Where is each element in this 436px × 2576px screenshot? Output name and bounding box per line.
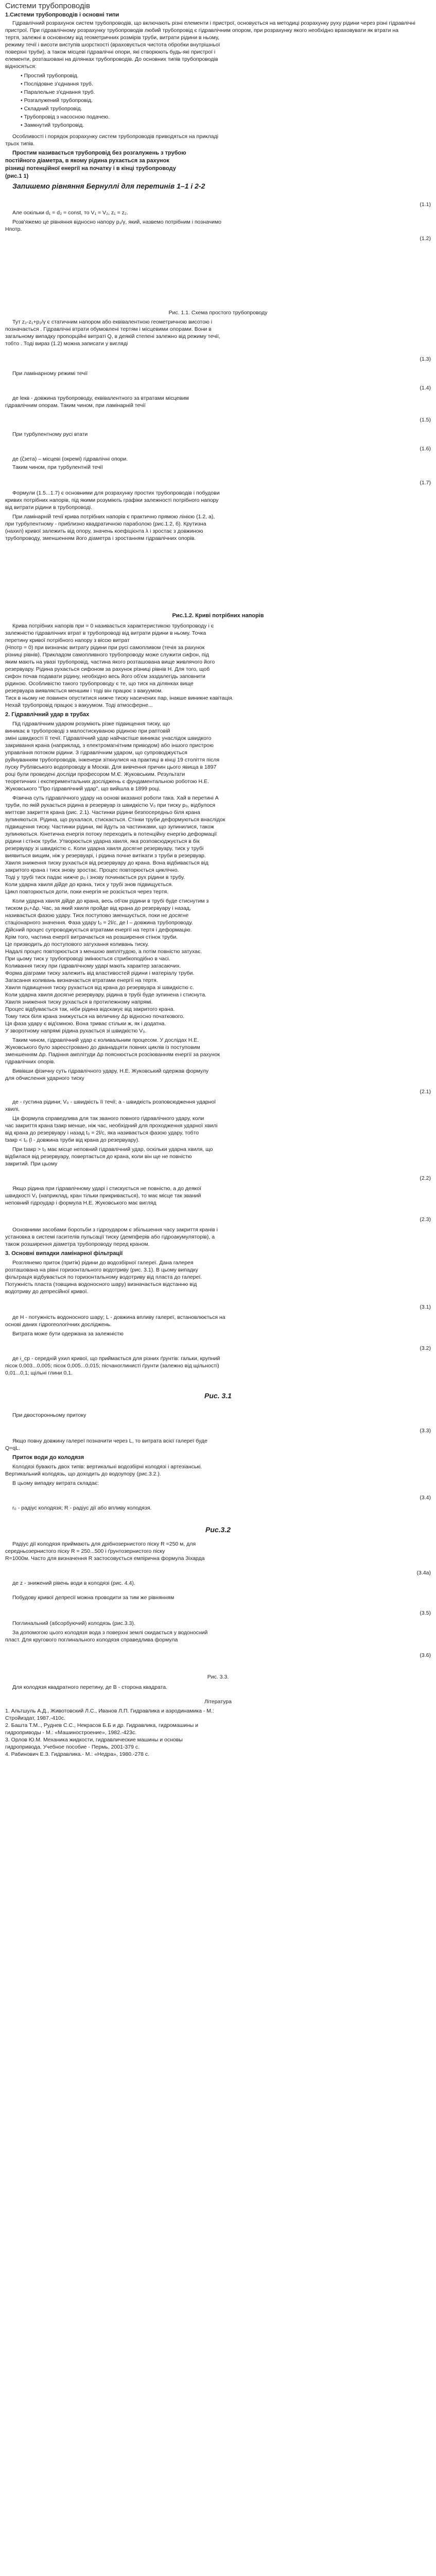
text-line: (рис.1 1) [5, 173, 29, 179]
text-line: (3.6) [420, 1652, 431, 1658]
text-line: Коли ударна хвиля дійде до крана, весь об'єм рідини в трубі буде стиснутим з [12, 898, 209, 904]
text-line: стаціонарного значення. Фаза удару t₀ = 2l/c, де l – довжина трубопроводу. [5, 920, 193, 926]
text-line: (1.3) [420, 356, 431, 362]
text-line: Стройиздат, 1987.-410с. [5, 1715, 66, 1721]
text-line: пуску Рублівського водопроводу в Москві. Для вивчення причин цього явища в 1897 [5, 764, 217, 770]
text-line: У зворотному напрямі рідина рухається зі швидкістю V₀. [5, 1028, 147, 1034]
text-line: залежністю гідравлічних втрат в трубопроводі від витрати рідини в ньому. Точка [5, 630, 206, 636]
text-line: де (ζзета) – місцеві (окремі) гідравлічні опори. [12, 456, 128, 462]
text-line: Форма діаграми тиску залежить від властивостей рідини і матеріалу труби. [5, 970, 195, 976]
text-line: середньозернистого піску R = 250...500 і ґрунтозернистого піску [5, 1548, 165, 1554]
text-line: закритого крана і тиск знову зростає. Процес повторюється циклічно. [5, 867, 179, 873]
text-line: Крім того, частина енергії витрачається на розширення стінок труби. [5, 934, 178, 940]
text-line: Якщо рідина при гідравлічному ударі і стискується не повністю, а до деякої [12, 1185, 202, 1192]
text-line: перетину кривої потрібного напору з віссю витрат [5, 637, 130, 643]
text-line: від витрати рідини в трубопроводі. [5, 504, 93, 511]
text-line: Основними засобами боротьби з гідроударом є збільшення часу закриття кранів і [12, 1227, 218, 1233]
text-line: різниці потенційної енергії на початку і в кінці трубопроводу [5, 165, 176, 172]
text-line: Ця формула справедлива для так званого повного гідравлічного удару, коли [12, 1115, 204, 1122]
text-line: основі даних гідрогеологічних досліджень. [5, 1321, 112, 1328]
text-line: Q=qL. [5, 1445, 20, 1451]
text-line: Рис.3.2 [205, 1526, 231, 1534]
text-line: 1. Альтшуль А.Д., Животовский Л.С., Иванов Л.П. Гидравлика и аэродинамика - М.: [5, 1708, 214, 1714]
text-line: Рис. 3.1 [204, 1392, 232, 1400]
text-line: час закриття крана tзакр менше, ніж час, необхідний для проходження ударної хвилі [5, 1123, 218, 1129]
text-line: також розширення діаметра трубопроводу перед краном. [5, 1241, 150, 1247]
text-line: закритий. При цьому [5, 1161, 58, 1167]
text-line: Жуковського "Про гідравлічний удар", що вийшла в 1899 році. [5, 786, 161, 792]
text-line: При ламінарній течії крива потрібних напорів є практично прямою лінією (1.2, а), [12, 514, 215, 520]
text-line: установка в системі гасителів пульсації тиску (демпферів або гідроакумуляторів), а [5, 1234, 215, 1240]
text-line: • Розгалужений трубопровід. [21, 97, 93, 104]
text-line: називається фазою удару. Тиск поступово зменшується, поки не досягне [5, 912, 189, 919]
text-line: елементи, розташовані на ділянках трубопроводів. До основних типів трубопроводів [5, 56, 218, 62]
text-line: (3.2) [420, 1345, 431, 1351]
text-line: Потужність пласта (товщина водоносного шару) визначається відстанню від [5, 1281, 197, 1287]
text-line: неповний гідроудар і формула Н.Е. Жуковського має вигляд [5, 1200, 156, 1206]
text-line: пласт. Для кругового поглинального колодязя справедлива формула [5, 1637, 178, 1643]
text-line: Тому тиск біля крана знижується на величину Δp відносно початкового. [5, 1013, 185, 1020]
text-line: tзакр < t₀ (l - довжина труби від крана до резервуару). [5, 1137, 140, 1143]
text-line: Цикл повторюється доти, поки енергія не розсіється через тертя. [5, 889, 169, 895]
text-line: водотриву до депресійної кривої. [5, 1289, 89, 1295]
text-line: пристрої. При гідравлічному розрахунку трубопроводів любий трубопровід є гідравлічним опором, при розрахунку якого необхідно враховувати як втрати на [5, 27, 399, 33]
text-line: Вивівши фізичну суть гідравлічного удару, Н.Е. Жуковський одержав формулу [12, 1068, 209, 1074]
text-line: (Hпотр = 0) при визначає витрату рідини при русі самопливом (течія за рахунок [5, 645, 205, 651]
text-line: Для колодязя квадратного перетину, де B - сторона квадрата. [12, 1684, 168, 1690]
text-line: рідини і стінок труби. Утворюється ударна хвиля, яка розповсюджується в бік [5, 838, 200, 844]
text-line: підвищення тиску. Частинки рідини, які йдуть за частинками, що зупинилися, також [5, 824, 214, 830]
text-line: Процес відбувається так, ніби рідина відскакує від закритого крана. [5, 1006, 175, 1012]
text-line: 2. Гідравлічний удар в трубах [5, 711, 90, 718]
text-line: управління потоком рідини. З гідравлічним ударом, що супроводжується [5, 750, 187, 756]
text-line: гидроприводы - М.: «Машиностроение», 1982.-423с. [5, 1730, 137, 1736]
text-line: R=1000м. Часто для визначення R застосовується емпірична формула Зіхарда [5, 1555, 205, 1562]
text-line: зміні швидкості її течії. Гідравлічний удар найчастіше виникає унаслідок швидкого [5, 735, 212, 741]
text-line: гідравлічних опорів. [5, 1059, 56, 1065]
text-line: При двосторонньому притоку [12, 1412, 86, 1418]
text-line: Дійсний процес супроводжується втратами енергії на тертя і деформацію. [5, 927, 192, 933]
text-line: Жуковського було зареєстровано до дванадцяти повних циклів із поступовим [5, 1044, 200, 1050]
text-line: сифон почав подавати рідину, необхідно весь його об'єм заздалегідь заповнити [5, 673, 205, 680]
text-line: (1.7) [420, 480, 431, 486]
text-line: постійного діаметра, в якому рідина рухається за рахунок [5, 158, 169, 164]
text-line: тиском p₀+Δp. Час, за який хвиля пройде від крана до резервуару і назад, [5, 905, 191, 911]
text-line: яким мають на увазі трубопровід, частина якого розташована вище живлячого його [5, 659, 215, 665]
text-line: • Складний трубопровід. [21, 106, 82, 112]
text-line: резервуару. Рідина рухається сифоном за рахунок різниці рівнів H. Для того, щоб [5, 666, 210, 672]
text-line: закривання крана (наприклад, з електромагнітним приводом) або іншого пристрою [5, 742, 214, 749]
text-line: Коли ударна хвиля досягне резервуару, рідина в трубі буде зупинена і стиснута. [5, 992, 207, 998]
text-line: (1.4) [420, 385, 431, 391]
text-line: Радіус дії колодязя приймають для дрібнозернистого піску R =250 м, для [12, 1541, 196, 1547]
text-line: • Паралельне з'єднання труб. [21, 89, 95, 95]
text-line: Запишемо рівняння Бернуллі для перетинів 1–1 і 2-2 [12, 182, 205, 190]
text-line: Хвиля підвищення тиску рухається від крана до резервуара зі швидкістю c. [5, 985, 194, 991]
text-line: розташована на рівні горизонтального водотриву (рис. 3.1). В цьому випадку [5, 1267, 198, 1273]
text-line: Нехай трубопровід працює з вакуумом. Тоді атмосферне... [5, 702, 153, 708]
text-line: де lекв - довжина трубопроводу, еквівалентного за втратами місцевим [12, 395, 189, 401]
text-line: 3. Орлов Ю.М. Механика жидкости, гидравлические машины и основы [5, 1737, 183, 1743]
text-line: трьох типів. [5, 141, 35, 147]
text-line: різниці рівнів). Прикладом самопливного трубопроводу може служити сифон, під [5, 652, 209, 658]
text-line: 4. Рабинович Е.З. Гидравлика.- М.: «Недра», 1980.-278 с. [5, 1751, 150, 1757]
text-line: трубопроводу, зменшенням його діаметра і зростанням гідравлічних опорів. [5, 535, 196, 541]
text-line: Загасання коливань визначається втратами енергії на тертя. [5, 977, 158, 984]
text-line: Коливання тиску при гідравлічному ударі мають характер загасаючих. [5, 963, 181, 969]
text-line: Hпотр. [5, 226, 22, 232]
text-line: Фізична суть гідравлічного удару на основі вказаної роботи така. Хай в перетині A [12, 795, 219, 801]
text-line: при турбулентному - приблизно квадратичною параболою (рис.1.2, б). Крутизна [5, 521, 206, 527]
text-line: виявиться вищим, ніж у резервуарі, і рідина почне витікати з труби в резервуар. [5, 853, 206, 859]
text-line: рідиною. Особливістю такого трубопроводу є те, що тиск на ділянках вище [5, 681, 194, 687]
text-line: фільтрація відбувається по горизонтальному водотриву від пласта до галереї. [5, 1274, 202, 1280]
text-line: Гідравлічний розрахунок систем трубопроводів, що включають різні елементи і пристрої, основується на методиці розрахунку руху рідини через різні гідравлічні [12, 20, 415, 26]
text-line: миттєве закриття крана (рис. 2.1). Частинки рідини безпосередньо біля крана [5, 809, 200, 816]
text-line: Коли ударна хвиля дійде до крана, тиск у трубі знов підвищується. [5, 882, 173, 888]
text-line: (1.2) [420, 235, 431, 242]
text-line: позначається . Гідравлічні втрати обумовлені тертям і місцевими опорами. Вони в [5, 326, 212, 332]
text-line: Вертикальний колодязь, що доходить до водоупору (рис.3.2.). [5, 1471, 161, 1477]
text-line: При цьому тиск у трубопроводі змінюється стрибкоподібно в часі. [5, 956, 170, 962]
text-line: Особливості і порядок розрахунку систем трубопроводів приводяться на прикладі [12, 133, 219, 140]
text-line: резервуару зі швидкістю c. Коли ударна хвиля досягне резервуару, тиск у трубі [5, 845, 204, 852]
text-line: (2.1) [420, 1089, 431, 1095]
text-line: гидропривода. Учебное пособие - Пермь, 2001-379 с. [5, 1744, 140, 1750]
text-line: Ця фаза удару є від'ємною. Вона триває стільки ж, як і додатна. [5, 1021, 166, 1027]
text-line: За допомогою цього колодязя вода з поверхні землі скидається у водоносний [12, 1630, 208, 1636]
text-line: Приток води до колодязя [12, 1454, 84, 1461]
text-line: гідравлічним опорам. Таким чином, при ламінарній течії [5, 402, 146, 409]
text-line: • Трубопровід з насосною подачею. [21, 114, 110, 120]
text-line: (3.5) [420, 1610, 431, 1616]
text-line: Формули (1.5...1.7) є основними для розрахунку простих трубопроводів і побудови [12, 490, 220, 496]
text-line: труби, по якій рухається рідина в резервуар із швидкістю V₀ при тиску p₀, відбулося [5, 802, 216, 808]
text-line: швидкості V₁ (наприклад, кран тільки прикривається), то має місце так званий [5, 1193, 201, 1199]
page-title: Системи трубопроводів [5, 2, 90, 10]
text-line: Рис.1.2. Криві потрібних напорів [172, 613, 264, 619]
text-line: році були проведені досліди професором М.Є. Жуковським. Результати [5, 771, 185, 777]
text-line: Література [204, 1699, 232, 1705]
text-line: При ламінарному режимі течії [12, 370, 88, 377]
text-line: виникає в трубопроводі з малостискуваною рідиною при раптовій [5, 728, 170, 734]
text-line: відносяться: [5, 63, 37, 70]
text-line: (3.3) [420, 1428, 431, 1434]
text-line: Поглинальний (абсорбуючий) колодязь (рис.3.3). [12, 1620, 135, 1626]
text-line: Рис. 3.3. [207, 1674, 229, 1680]
text-line: загальному випадку пропорційні витраті Q, в деякій степені залежно від режиму течії, [5, 333, 220, 340]
text-line: Це призводить до поступового затухання коливань тиску. [5, 941, 149, 947]
text-line: Витрата може бути одержана за залежністю [12, 1331, 124, 1337]
text-line: (3.4) [420, 1495, 431, 1501]
text-line: • Послідовне з'єднання труб. [21, 81, 93, 87]
text-line: При турбулентному русі втати [12, 431, 88, 437]
text-line: Крива потрібних напорів при = 0 називається характеристикою трубопроводу і є [12, 623, 214, 629]
text-line: Під гідравлічним ударом розуміють різке підвищення тиску, що [12, 721, 170, 727]
text-line: кривих потрібних напорів, під якими розуміють графіки залежності потрібного напору [5, 497, 219, 503]
text-line: Тут z₂-z₁+p₂/γ є статичним напором або еквівалентною геометричною висотою і [12, 319, 213, 325]
text-line: (1.1) [420, 201, 431, 208]
text-line: відбилася від резервуару, повертається до крана, коли він ще не повністю [5, 1154, 192, 1160]
text-line: (2.2) [420, 1175, 431, 1181]
text-line: де H - потужність водоносного шару; L - довжина впливу галереї, встановлюється на [12, 1314, 225, 1320]
text-line: тертя, залежні в основному від геометричних розмірів труби, витрати рідини в ньому, [5, 35, 220, 41]
text-line: 2. Башта Т.М.., Руднев С.С., Некрасов Б.Б и др. Гидравлика, гидромашины и [5, 1722, 199, 1728]
text-line: резервуара виявляється меншим і тоді він працює з вакуумом. [5, 688, 163, 694]
text-line: Побудову кривої депресії можна проводити за тим же рівнянням [12, 1595, 175, 1601]
text-line: Простим називається трубопровід без розгалужень з трубою [12, 150, 186, 156]
text-line: (3.4а) [416, 1570, 431, 1576]
text-line: (3.1) [420, 1304, 431, 1310]
text-line: зменшенням Δp. Падіння амплітуди Δp пояснюється розсіюванням енергії за рахунок [5, 1052, 220, 1058]
text-line: Тиск в ньому не повинен опуститися нижче тиску насичених пар, інакше виникне кавітація. [5, 695, 234, 701]
text-line: В цьому випадку витрата складає: [12, 1480, 99, 1486]
text-line: Розв'яжемо це рівняння відносно напору p₁/γ, який, назвемо потрібним і позначимо [12, 219, 222, 225]
text-line: Колодязі бувають двох типів: вертикальні водозбірні колодязі і артезіанські. [12, 1464, 202, 1470]
text-line: від крана до резервуару і назад t₀ = 2l/c, яка називається фазою удару, тобто [5, 1130, 199, 1136]
text-line: руйнуванням трубопроводів, інженери зіткнулися на практиці в кінці 19 століття після [5, 757, 220, 763]
text-line: поверхні труби), а також місцеві гідравлічні опори, які створюють будь-які пристрої і [5, 49, 216, 55]
text-line: (нахил) кривої залежить від опору, значень коефіцієнта λ і зростає з довжиною [5, 528, 203, 534]
text-line: де z - знижений рівень води в колодязі (рис. 4.4). [12, 1580, 135, 1586]
text-line: тобто . Тоді вираз (1.2) можна записати у вигляді [5, 341, 128, 347]
text-line: Якщо повну довжину галереї позначити через L, то витрата всієї галереї буде [12, 1438, 207, 1444]
text-line: Але оскільки d₁ = d₂ = const, то V₁ = V₂, z₁ = z₂. [12, 210, 128, 216]
text-line: теоретичних і експериментальних досліджень є фундаментальною роботою Н.Е. [5, 778, 209, 785]
text-line: (1.5) [420, 417, 431, 423]
text-line: Надалі процес повторюється з меншою амплітудою, а потім повністю затухає. [5, 948, 202, 955]
text-line: Рис. 1.1. Схема простого трубопроводу [168, 310, 268, 316]
text-line: зупиняються. Рідина, що рухалася, стискається. Стінки труби деформуються внаслідок [5, 817, 225, 823]
text-line: (1.6) [420, 446, 431, 452]
text-line: зупиняються. Кінетична енергія потоку переходить в потенційну енергію деформації [5, 831, 217, 837]
text-line: Тоді у трубі тиск падає нижче p₀ і знову починається рух рідини в трубу. [5, 874, 185, 880]
text-line: r₀ - радіус колодязя; R - радіус дії або впливу колодязя. [12, 1505, 152, 1511]
text-line: режиму течії і висоти виступів шорсткості (враховується чистота обробки внутрішньої [5, 42, 220, 48]
text-line: хвилі. [5, 1106, 20, 1112]
text-line: Таким чином, при турбулентній течії [12, 464, 103, 470]
text-line: пісок 0,003...0,005; пісок 0,005...0,015; пісчаноглинисті ґрунти (залежно від щільності) [5, 1363, 219, 1369]
text-line: Хвиля зниження тиску рухається в протилежному напрямі. [5, 999, 153, 1005]
text-line: 1.Системи трубопроводів і основні типи [5, 12, 119, 18]
text-line: • Простий трубопровід. [21, 73, 79, 79]
text-line: Розглянемо приток (притік) рідини до водозбірної галереї. Дана галерея [12, 1260, 194, 1266]
text-line: 0,01...0,1; щільні глини 0,1. [5, 1370, 73, 1376]
text-line: Хвиля зниження тиску рухається від резервуару до крана. Вона відбивається від [5, 860, 208, 866]
text-line: для обчислення ударного тиску [5, 1075, 84, 1081]
text-line: • Замкнутий трубопровід. [21, 122, 84, 128]
text-line: де i_cр - середній ухил кривої, що приймається для різних ґрунтів: гальки, крупний [12, 1355, 220, 1362]
text-line: Таким чином, гідравлічний удар є коливальним процесом. У дослідах Н.Е. [12, 1037, 199, 1043]
text-line: де - густина рідини; V₀ - швидкість її течії; a - швидкість розповсюдження ударної [12, 1099, 216, 1105]
text-line: 3. Основні випадки ламінарної фільтрації [5, 1250, 123, 1257]
text-line: При tзакр > t₀ має місце неповний гідравлічний удар, оскільки ударна хвиля, що [12, 1146, 213, 1153]
text-line: (2.3) [420, 1216, 431, 1223]
